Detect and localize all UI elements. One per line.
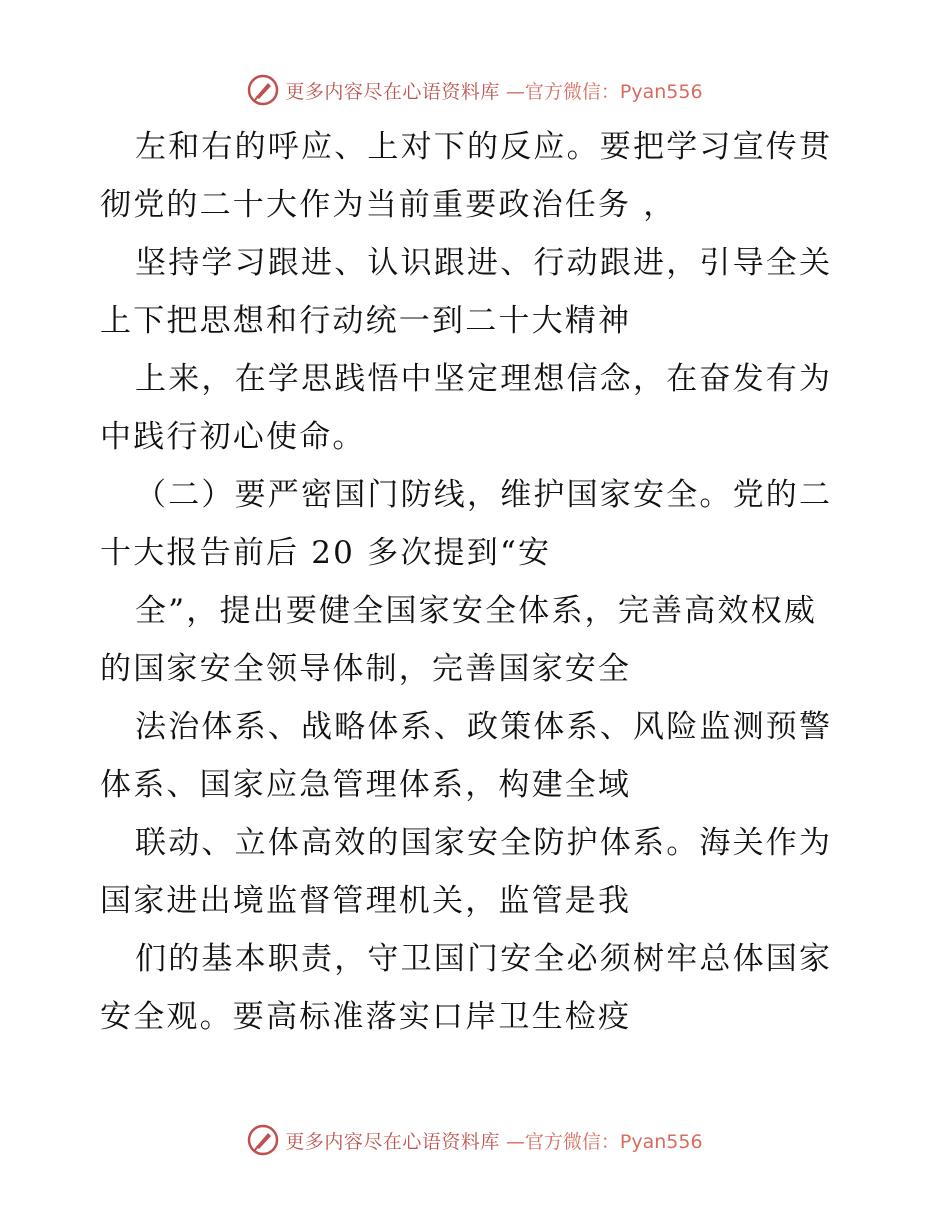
body-line: 上下把思想和行动统一到二十大精神 — [100, 303, 632, 339]
body-line: 安全观。要高标准落实口岸卫生检疫 — [100, 999, 632, 1035]
body-line: 们的基本职责，守卫国门安全必须树牢总体国家 — [135, 941, 833, 977]
quill-logo-icon — [247, 74, 279, 106]
footer-wechat-text: —官方微信：Pyan556 — [505, 1130, 703, 1153]
body-line: （二）要严密国门防线，维护国家安全。党的二 — [135, 477, 833, 513]
body-line: 左和右的呼应、上对下的反应。要把学习宣传贯 — [135, 129, 833, 165]
page-header — [0, 70, 950, 110]
document-body — [100, 118, 850, 1046]
body-line: 国家进出境监督管理机关，监管是我 — [100, 883, 632, 919]
body-line: 的国家安全领导体制，完善国家安全 — [100, 651, 632, 687]
header-brand-text: 更多内容尽在心语资料库 — [285, 80, 500, 103]
body-line: 体系、国家应急管理体系，构建全域 — [100, 767, 632, 803]
page-footer — [0, 1120, 950, 1160]
body-line: 中践行初心使命。 — [100, 419, 366, 455]
footer-brand-text: 更多内容尽在心语资料库 — [285, 1130, 500, 1153]
body-line: 坚持学习跟进、认识跟进、行动跟进，引导全关 — [135, 245, 833, 281]
body-line: 联动、立体高效的国家安全防护体系。海关作为 — [135, 825, 833, 861]
body-line: 全”，提出要健全国家安全体系，完善高效权威 — [135, 593, 818, 629]
footer-watermark — [247, 1124, 702, 1156]
body-line: 上来，在学思践悟中坚定理想信念，在奋发有为 — [135, 361, 833, 397]
body-line: 法治体系、战略体系、政策体系、风险监测预警 — [135, 709, 833, 745]
header-wechat-text: —官方微信：Pyan556 — [505, 80, 703, 103]
quill-logo-icon — [247, 1124, 279, 1156]
header-watermark — [247, 74, 702, 106]
body-line: 彻党的二十大作为当前重要政治任务 ， — [100, 187, 677, 223]
body-line: 十大报告前后 20 多次提到“安 — [100, 535, 552, 571]
